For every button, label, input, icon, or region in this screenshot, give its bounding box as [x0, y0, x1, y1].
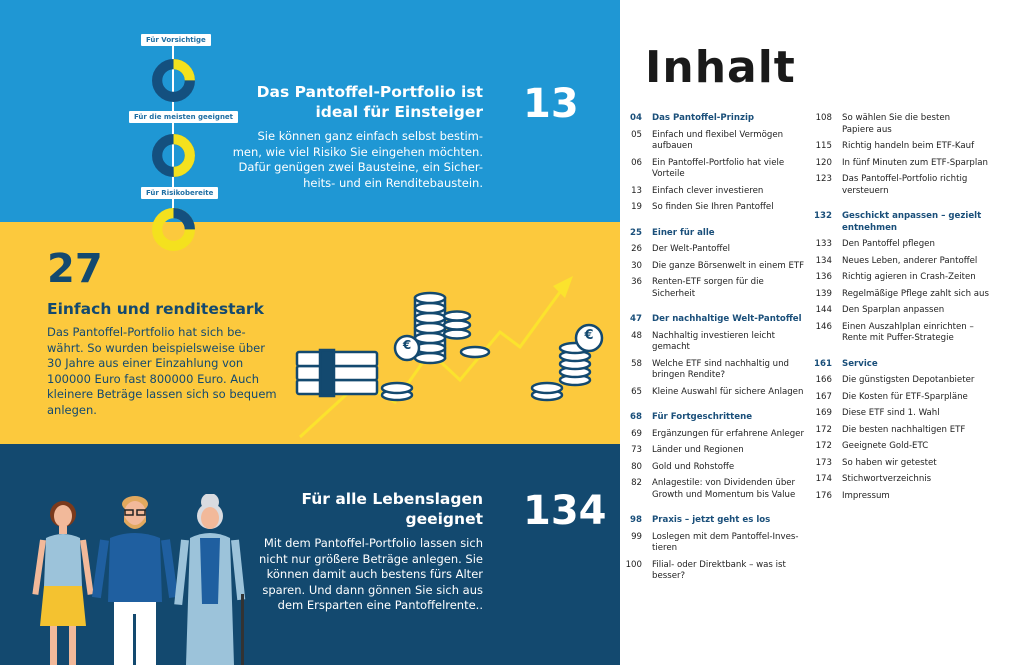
toc-entry-line: Neues Leben, anderer Pantoffel — [842, 255, 978, 266]
toc-entry-title — [652, 532, 820, 555]
toc-page-number: 172 — [815, 424, 832, 435]
toc-entry-line: gemacht — [652, 342, 690, 352]
toc-entry-title — [652, 515, 820, 527]
toc-page-number: 26 — [631, 244, 642, 254]
toc-chapter-heading[interactable] — [620, 515, 820, 527]
toc-entry-line: Renten-ETF sorgen für die — [652, 277, 764, 287]
toc-page-number: 115 — [815, 141, 832, 151]
toc-entry[interactable] — [620, 478, 820, 501]
toc-entry[interactable] — [810, 408, 1010, 420]
toc-page-number: 25 — [630, 227, 642, 238]
toc-chapter-heading[interactable] — [810, 359, 1010, 371]
toc-entry[interactable] — [810, 458, 1010, 470]
toc-entry-line: Vorteile — [652, 169, 685, 179]
family-illustration — [30, 494, 250, 665]
toc-entry-line: Papiere aus — [842, 124, 892, 135]
toc-entry[interactable] — [620, 186, 820, 198]
toc-entry[interactable] — [810, 113, 1010, 136]
euro-coin-left-icon: € — [402, 338, 412, 352]
toc-entry-title — [842, 441, 1010, 453]
toc-entry-line: Länder und Regionen — [652, 445, 744, 455]
toc-entry[interactable] — [810, 256, 1010, 268]
toc-entry-line: Den Sparplan anpassen — [842, 305, 945, 315]
toc-entry-title — [842, 305, 1010, 317]
toc-entry-title — [842, 141, 1010, 153]
toc-entry-title — [652, 186, 820, 198]
toc-page-number: 173 — [815, 457, 832, 468]
toc-entry-line: Geeignete Gold-ETC — [842, 441, 929, 451]
toc-entry[interactable] — [620, 429, 820, 441]
toc-entry-title — [842, 359, 1010, 371]
section-lebenslagen — [0, 444, 620, 665]
toc-entry[interactable] — [810, 491, 1010, 503]
pie-chart-vorsichtige-icon — [151, 58, 196, 103]
toc-entry-line: Richtig handeln beim ETF-Kauf — [842, 141, 975, 151]
badge-meisten-geeignet: Für die meisten geeignet — [129, 111, 238, 123]
section-body: Mit dem Pantoffel-Portfolio lassen sich nicht nur größere Beträge anlegen. Sie können damit auch bestens fürs Alter sparen. Und dann gönnen Sie sich aus dem Ersparten eine Pantoffelrente.. — [259, 536, 483, 612]
toc-entry[interactable] — [810, 425, 1010, 437]
toc-chapter-heading[interactable] — [620, 228, 820, 240]
toc-entry[interactable] — [810, 239, 1010, 251]
toc-entry-title — [842, 425, 1010, 437]
section-renditestark — [0, 222, 620, 444]
toc-entry-title — [652, 314, 820, 326]
toc-page-number: 05 — [631, 129, 642, 140]
toc-entry-title — [652, 445, 820, 457]
toc-entry-line: So haben wir getestet — [842, 457, 937, 468]
toc-entry-title — [652, 228, 820, 240]
toc-entry-title — [652, 478, 820, 501]
toc-entry[interactable] — [810, 174, 1010, 197]
toc-entry-line: versteuern — [842, 185, 889, 196]
toc-entry[interactable] — [810, 441, 1010, 453]
toc-page-number: 06 — [631, 157, 642, 168]
toc-page-number: 65 — [631, 386, 642, 397]
toc-chapter-heading[interactable] — [620, 113, 820, 125]
toc-entry-line: Kleine Auswahl für sichere Anlagen — [652, 386, 804, 397]
toc-page-number: 19 — [631, 202, 642, 212]
badge-risikobereite: Für Risikobereite — [141, 187, 218, 199]
toc-page-number: 100 — [625, 559, 642, 570]
toc-entry-line: Growth und Momentum bis Value — [652, 489, 796, 500]
toc-entry[interactable] — [620, 130, 820, 153]
toc-entry-line: Einfach und flexibel Vermögen — [652, 129, 784, 140]
toc-entry-title — [842, 239, 1010, 251]
toc-page-number: 69 — [631, 428, 642, 439]
toc-entry-title — [652, 244, 820, 256]
toc-entry-title — [652, 130, 820, 153]
toc-entry[interactable] — [620, 560, 820, 583]
toc-entry-title — [842, 256, 1010, 268]
toc-entry-title — [842, 408, 1010, 420]
toc-entry-line: Sicherheit — [652, 288, 696, 299]
toc-page-number: 80 — [631, 461, 642, 472]
toc-page-number: 176 — [815, 490, 832, 501]
toc-page-number: 98 — [630, 515, 642, 525]
toc-entry-line: In fünf Minuten zum ETF-Sparplan — [842, 157, 988, 168]
toc-entry-line: Rente mit Puffer-Strategie — [842, 333, 954, 343]
toc-page-number: 146 — [815, 321, 832, 332]
toc-entry[interactable] — [620, 277, 820, 300]
toc-chapter-heading[interactable] — [810, 211, 1010, 234]
toc-entry[interactable] — [620, 261, 820, 273]
toc-page-number: 36 — [631, 277, 642, 287]
toc-page-number: 132 — [814, 211, 832, 221]
toc-page-number: 161 — [814, 358, 832, 369]
toc-entry[interactable] — [620, 445, 820, 457]
toc-entry-line: tieren — [652, 543, 678, 553]
toc-page-number: 169 — [815, 408, 832, 418]
toc-entry-title — [652, 158, 820, 181]
toc-entry-line: Impressum — [842, 490, 890, 501]
toc-chapter-heading[interactable] — [620, 314, 820, 326]
grandmother-figure — [174, 494, 245, 665]
toc-entry-line: Geschickt anpassen – gezielt — [842, 211, 982, 221]
toc-entry-line: Anlagestile: von Dividenden über — [652, 478, 796, 488]
toc-entry-line: Gold und Rohstoffe — [652, 461, 735, 472]
toc-page-number: 68 — [630, 412, 642, 422]
euro-coin-right-icon: € — [584, 328, 594, 343]
toc-entry-title — [842, 158, 1010, 170]
toc-entry-line: besser? — [652, 571, 686, 581]
badge-vorsichtige: Für Vorsichtige — [141, 34, 211, 46]
toc-entry[interactable] — [810, 322, 1010, 345]
toc-entry-line: Richtig agieren in Crash-Zeiten — [842, 272, 976, 282]
section-body: Sie können ganz einfach selbst bestim- men, wie viel Risiko Sie eingehen möchten. Dafür genügen zwei Bausteine, ein Sicher- heits- und ein Renditebaustein. — [232, 129, 483, 190]
toc-entry-title — [842, 289, 1010, 301]
toc-page-number: 167 — [815, 391, 832, 402]
toc-entry[interactable] — [620, 462, 820, 474]
toc-entry[interactable] — [810, 474, 1010, 486]
section-body: Das Pantoffel-Portfolio hat sich be- währt. So wurden beispielsweise über 30 Jahre aus einer Einzahlung von 100000 Euro fast 800000 Euro. Auch kleinere Beträge lassen sich so bequem anlegen. — [47, 325, 277, 417]
toc-page-number: 58 — [631, 358, 642, 369]
toc-entry-title — [652, 560, 820, 583]
toc-entry-title — [842, 458, 1010, 470]
toc-page-number: 47 — [630, 314, 642, 324]
toc-entry-title — [842, 474, 1010, 486]
toc-page-number: 13 — [631, 185, 642, 196]
toc-entry-title — [842, 491, 1010, 503]
toc-entry-title — [652, 412, 820, 424]
toc-entry-title — [652, 429, 820, 441]
toc-entry-title — [652, 277, 820, 300]
toc-entry-line: Einen Auszahlplan einrichten – — [842, 321, 974, 332]
toc-entry-line: Praxis – jetzt geht es los — [652, 515, 771, 525]
toc-entry-line: Filial- oder Direktbank – was ist — [652, 559, 786, 570]
toc-page-number: 166 — [815, 375, 832, 385]
toc-entry-line: Die günstigsten Depotanbieter — [842, 375, 975, 385]
toc-entry-title — [652, 359, 820, 382]
toc-page-number: 108 — [815, 113, 832, 123]
toc-entry[interactable] — [810, 289, 1010, 301]
toc-entry-line: Für Fortgeschrittene — [652, 412, 753, 422]
toc-entry-line: Einer für alle — [652, 227, 715, 238]
toc-entry-title — [842, 113, 1010, 136]
toc-entry-title — [842, 392, 1010, 404]
toc-entry-title — [842, 272, 1010, 284]
toc-entry-line: bringen Rendite? — [652, 370, 726, 380]
toc-entry[interactable] — [810, 141, 1010, 153]
table-of-contents-page — [620, 0, 1020, 665]
toc-page-number: 139 — [815, 288, 832, 299]
toc-entry[interactable] — [620, 387, 820, 399]
toc-page-number: 04 — [630, 113, 642, 123]
toc-entry-line: Stichwortverzeichnis — [842, 474, 932, 484]
man-figure — [92, 496, 178, 665]
toc-page-number: 120 — [815, 157, 832, 168]
toc-entry-line: Das Pantoffel-Prinzip — [652, 113, 755, 123]
toc-entry-line: Welche ETF sind nachhaltig und — [652, 358, 789, 369]
pie-chart-risikobereite-icon — [151, 207, 196, 252]
toc-entry-line: Service — [842, 358, 878, 369]
toc-entry-line: aufbauen — [652, 141, 693, 151]
toc-entry-line: Einfach clever investieren — [652, 185, 764, 196]
toc-entry[interactable] — [620, 244, 820, 256]
page-number: 134 — [523, 488, 607, 534]
toc-entry-title — [842, 375, 1010, 387]
toc-entry[interactable] — [620, 202, 820, 214]
toc-page-number: 133 — [815, 239, 832, 249]
toc-entry-line: Der Welt-Pantoffel — [652, 244, 731, 254]
toc-entry[interactable] — [620, 359, 820, 382]
toc-entry-title — [842, 211, 1010, 234]
toc-entry-title — [652, 331, 820, 354]
toc-entry-line: Den Pantoffel pflegen — [842, 239, 935, 249]
section-title: Das Pantoffel-Portfolio ist ideal für Einsteiger — [256, 83, 483, 121]
toc-entry-line: entnehmen — [842, 222, 898, 233]
toc-page-number: 82 — [631, 478, 642, 488]
pie-chart-meisten-icon — [151, 133, 196, 178]
toc-entry-line: So wählen Sie die besten — [842, 113, 951, 123]
toc-column-left — [620, 113, 820, 583]
toc-page-number: 174 — [815, 474, 832, 484]
toc-entry-line: Ergänzungen für erfahrene Anleger — [652, 428, 804, 439]
toc-entry-title — [842, 322, 1010, 345]
page-title: Inhalt — [645, 42, 796, 93]
toc-entry-title — [652, 113, 820, 125]
toc-entry-title — [652, 261, 820, 273]
section-title: Für alle Lebenslagen geeignet — [301, 490, 483, 528]
toc-page-number: 123 — [815, 174, 832, 184]
toc-entry-line: Die ganze Börsenwelt in einem ETF — [652, 260, 805, 271]
toc-entry[interactable] — [810, 305, 1010, 317]
toc-entry-line: Ein Pantoffel-Portfolio hat viele — [652, 157, 785, 168]
woman-figure — [32, 501, 93, 665]
toc-page-number: 48 — [631, 330, 642, 341]
toc-entry[interactable] — [620, 331, 820, 354]
toc-page-number: 30 — [631, 260, 642, 271]
toc-chapter-heading[interactable] — [620, 412, 820, 424]
toc-entry-line: Der nachhaltige Welt-Pantoffel — [652, 314, 802, 324]
toc-page-number: 172 — [815, 441, 832, 451]
section-einsteiger — [0, 0, 620, 222]
toc-page-number: 136 — [815, 272, 832, 282]
toc-entry[interactable] — [810, 392, 1010, 404]
money-growth-illustration — [285, 262, 615, 442]
toc-entry-line: Diese ETF sind 1. Wahl — [842, 408, 940, 418]
toc-page-number: 144 — [815, 305, 832, 315]
toc-entry[interactable] — [620, 532, 820, 555]
toc-entry[interactable] — [810, 272, 1010, 284]
toc-page-number: 73 — [631, 445, 642, 455]
page-number: 27 — [47, 246, 103, 292]
page-number: 13 — [523, 81, 579, 127]
toc-entry[interactable] — [810, 375, 1010, 387]
toc-page-number: 99 — [631, 531, 642, 542]
toc-entry-line: Loslegen mit dem Pantoffel-Inves- — [652, 531, 799, 542]
toc-page-number: 134 — [815, 255, 832, 266]
toc-entry[interactable] — [810, 158, 1010, 170]
toc-entry-line: Nachhaltig investieren leicht — [652, 330, 776, 341]
toc-column-right — [810, 113, 1010, 502]
toc-entry-line: Das Pantoffel-Portfolio richtig — [842, 174, 968, 184]
toc-entry-line: So finden Sie Ihren Pantoffel — [652, 202, 774, 212]
toc-entry-title — [652, 387, 820, 399]
toc-entry[interactable] — [620, 158, 820, 181]
toc-entry-title — [842, 174, 1010, 197]
toc-entry-line: Die besten nachhaltigen ETF — [842, 424, 966, 435]
section-title: Einfach und renditestark — [47, 300, 264, 318]
toc-entry-title — [652, 462, 820, 474]
toc-entry-line: Regelmäßige Pflege zahlt sich aus — [842, 288, 989, 299]
toc-entry-line: Die Kosten für ETF-Sparpläne — [842, 391, 968, 402]
toc-entry-title — [652, 202, 820, 214]
